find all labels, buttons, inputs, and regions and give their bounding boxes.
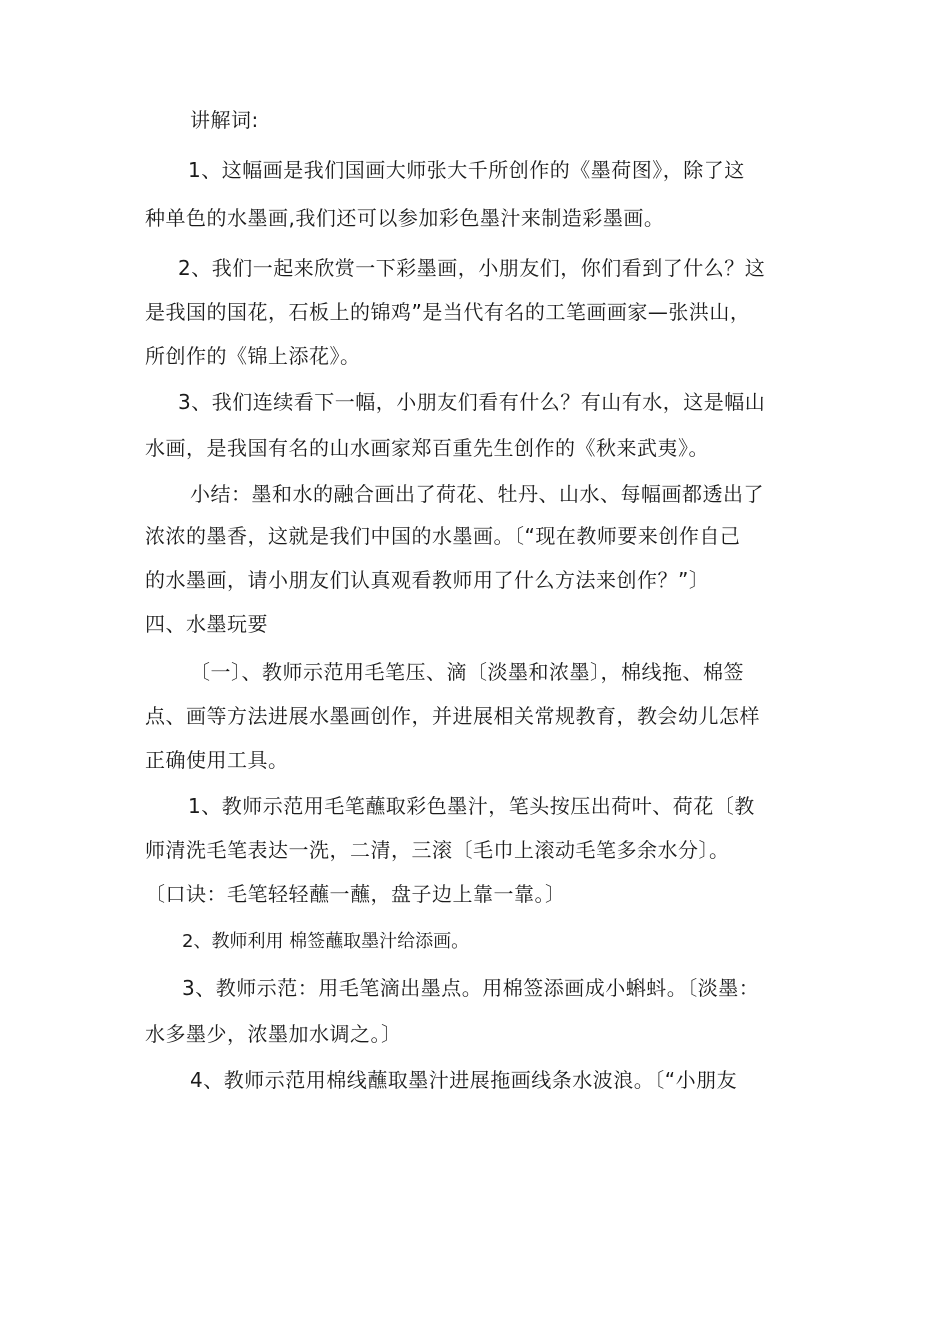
paragraph-2-line-1: 2、我们一起来欣赏一下彩墨画，小朋友们，你们看到了什么？这 <box>178 256 766 280</box>
summary-line-2: 浓浓的墨香，这就是我们中国的水墨画。〔“现在教师要来创作自己 <box>145 524 741 548</box>
paragraph-3-line-2: 水画，是我国有名的山水画家郑百重先生创作的《秋来武夷》。 <box>145 436 709 460</box>
step-2-line: 2、教师利用 棉签蘸取墨汁给添画。 <box>182 931 470 952</box>
step-1-line-2: 师清洗毛笔表达一洗，二清，三滚〔毛巾上滚动毛笔多余水分〕。 <box>145 838 730 862</box>
section-4-title: 四、水墨玩要 <box>145 612 268 636</box>
summary-line-1: 小结：墨和水的融合画出了荷花、牡丹、山水、每幅画都透出了 <box>190 482 764 506</box>
paragraph-1-line-1: 1、这幅画是我们国画大师张大千所创作的《墨荷图》，除了这 <box>188 158 745 182</box>
paragraph-1-line-2: 种单色的水墨画,我们还可以参加彩色墨汁来制造彩墨画。 <box>145 206 665 230</box>
paragraph-2-line-3: 所创作的《锦上添花》。 <box>145 344 361 368</box>
subsection-1-line-1: 〔一〕、教师示范用毛笔压、滴〔淡墨和浓墨〕，棉线拖、棉签 <box>190 660 744 684</box>
step-1-line-3: 〔口诀：毛笔轻轻蘸一蘸，盘子边上靠一靠。〕 <box>145 882 566 906</box>
step-3-line-2: 水多墨少，浓墨加水调之。〕 <box>145 1022 402 1046</box>
step-4-line: 4、教师示范用棉线蘸取墨汁进展拖画线条水波浪。〔“小朋友 <box>190 1068 738 1092</box>
step-1-line-1: 1、教师示范用毛笔蘸取彩色墨汁，笔头按压出荷叶、荷花〔教 <box>188 794 755 818</box>
subsection-1-line-3: 正确使用工具。 <box>145 748 289 772</box>
paragraph-2-line-2: 是我国的国花，石板上的锦鸡”是当代有名的工笔画画家—张洪山， <box>145 300 751 324</box>
heading-text: 讲解词: <box>190 108 259 132</box>
paragraph-3-line-1: 3、我们连续看下一幅，小朋友们看有什么？有山有水，这是幅山 <box>178 390 766 414</box>
summary-line-3: 的水墨画，请小朋友们认真观看教师用了什么方法来创作？”〕 <box>145 568 710 592</box>
step-3-line-1: 3、教师示范：用毛笔滴出墨点。用棉签添画成小蝌蚪。〔淡墨： <box>182 976 760 1000</box>
subsection-1-line-2: 点、画等方法进展水墨画创作，并进展相关常规教育，教会幼儿怎样 <box>145 704 760 728</box>
